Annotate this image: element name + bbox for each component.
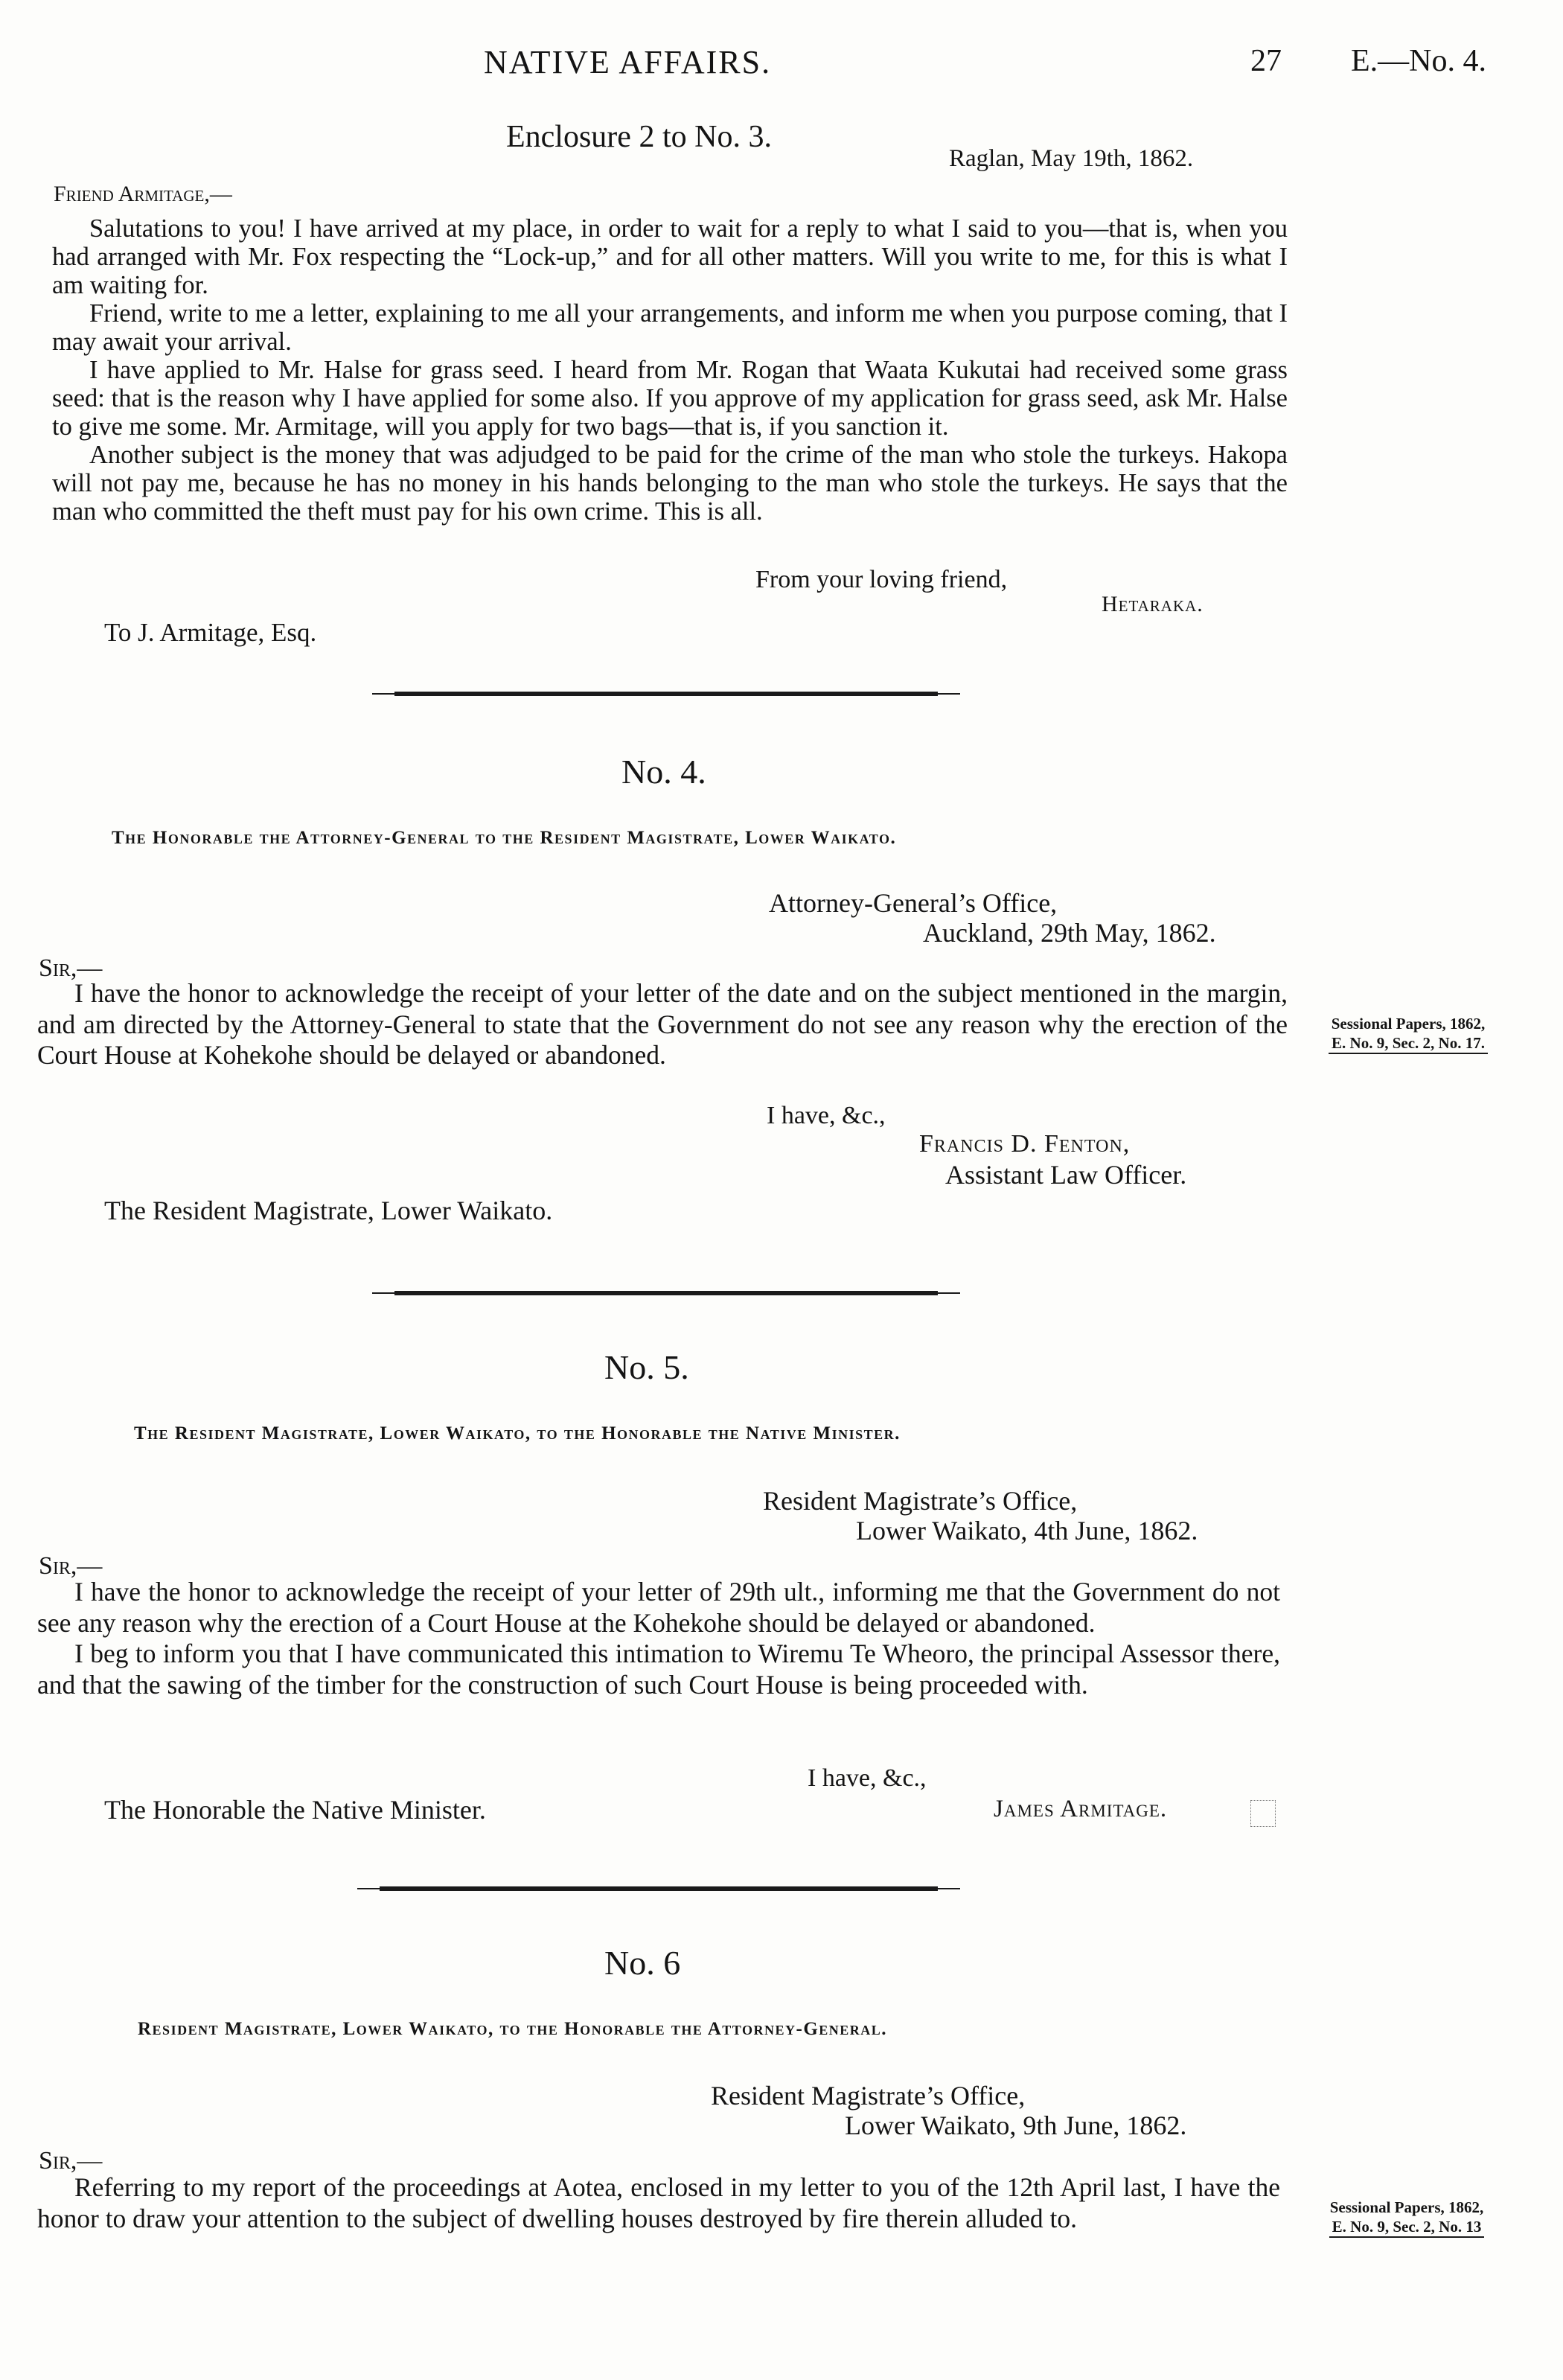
- enclosure-paragraph-3: I have applied to Mr. Halse for grass seed. I heard from Mr. Rogan that Waata Kukutai had received some grass seed: that is the reason why I have applied for some also. If you approve of my application for grass seed, ask Mr. Halse to give me some. Mr. Armitage, will you apply for two bags—that is, if you sanction it.: [52, 356, 1288, 441]
- no6-salutation: Sir,—: [39, 2147, 103, 2175]
- no4-closing: I have, &c.,: [767, 1102, 886, 1129]
- no4-heading: The Honorable the Attorney-General to the Resident Magistrate, Lower Waikato.: [112, 828, 897, 848]
- no6-paragraph: Referring to my report of the proceedings at Aotea, enclosed in my letter to you of the 12th April last, I have the honor to draw your attention to the subject of dwelling houses destroyed by fire therein alluded to.: [37, 2172, 1280, 2233]
- enclosure-title: Enclosure 2 to No. 3.: [506, 120, 772, 154]
- section-divider: [394, 1291, 938, 1295]
- section-divider: [380, 1886, 938, 1891]
- running-header-title: NATIVE AFFAIRS.: [484, 44, 772, 80]
- no6-office: Resident Magistrate’s Office,: [711, 2081, 1026, 2111]
- no5-paragraph-1: I have the honor to acknowledge the receipt of your letter of 29th ult., informing me that the Government do not see any reason why the erection of a Court House at the Kohekohe should be delayed or abandoned.: [37, 1577, 1280, 1638]
- enclosure-addressee: To J. Armitage, Esq.: [104, 618, 317, 647]
- no4-addressee: The Resident Magistrate, Lower Waikato.: [104, 1196, 553, 1225]
- no6-heading: Resident Magistrate, Lower Waikato, to the Honorable the Attorney-General.: [138, 2019, 888, 2039]
- enclosure-paragraph-4: Another subject is the money that was adjudged to be paid for the crime of the man who stole the turkeys. Hakopa will not pay me, because he has no money in his hands belonging to the man who stole the turkeys. He says that the man who committed the theft must pay for his own crime. This is all.: [52, 441, 1288, 526]
- stamp-mark: [1250, 1800, 1276, 1827]
- no4-office: Attorney-General’s Office,: [769, 888, 1058, 918]
- no5-heading: The Resident Magistrate, Lower Waikato, to the Honorable the Native Minister.: [134, 1423, 901, 1443]
- no5-signature: James Armitage.: [994, 1796, 1168, 1822]
- no6-number: No. 6: [604, 1944, 681, 1982]
- enclosure-closing: From your loving friend,: [755, 566, 1008, 593]
- no5-salutation: Sir,—: [39, 1552, 103, 1580]
- no5-paragraph-2: I beg to inform you that I have communicated this intimation to Wiremu Te Wheoro, the principal Assessor there, and that the sawing of the timber for the construction of such Court House is being proceeded with.: [37, 1639, 1280, 1700]
- series-number: E.—No. 4.: [1351, 44, 1486, 78]
- enclosure-paragraph-2: Friend, write to me a letter, explaining to me all your arrangements, and inform me when you purpose coming, that I may await your arrival.: [52, 299, 1288, 356]
- no5-number: No. 5.: [604, 1348, 689, 1386]
- no6-body: [37, 2172, 1280, 2234]
- no6-place-date: Lower Waikato, 9th June, 1862.: [845, 2111, 1187, 2140]
- no4-salutation: Sir,—: [39, 954, 103, 982]
- enclosure-paragraph-1: Salutations to you! I have arrived at my place, in order to wait for a reply to what I said to you—that is, when you had arranged with Mr. Fox respecting the “Lock-up,” and for all other matters. Will you write to me, for this is what I am waiting for.: [52, 214, 1288, 299]
- enclosure-place-date: Raglan, May 19th, 1862.: [949, 145, 1194, 172]
- no4-number: No. 4.: [621, 753, 706, 791]
- no5-body: [37, 1577, 1280, 1700]
- no5-closing: I have, &c.,: [808, 1764, 927, 1792]
- page-number: 27: [1250, 44, 1282, 78]
- no5-addressee: The Honorable the Native Minister.: [104, 1795, 486, 1825]
- no6-margin-note: [1291, 2198, 1522, 2238]
- no6-margin-note-line1: Sessional Papers, 1862,: [1329, 2198, 1484, 2216]
- no4-paragraph: I have the honor to acknowledge the receipt of your letter of the date and on the subject mentioned in the margin, and am directed by the Attorney-General to state that the Government do not see any reason why the erection of the Court House at Kohekohe should be delayed or abandoned.: [37, 978, 1288, 1070]
- no4-signature: Francis D. Fenton,: [919, 1130, 1131, 1158]
- enclosure-salutation: Friend Armitage,—: [54, 182, 232, 206]
- no4-margin-note-line2: E. No. 9, Sec. 2, No. 17.: [1329, 1033, 1488, 1054]
- enclosure-signature: Hetaraka.: [1102, 592, 1204, 616]
- no4-signature-title: Assistant Law Officer.: [945, 1160, 1187, 1190]
- no4-margin-note: [1297, 1014, 1520, 1054]
- no4-margin-note-line1: Sessional Papers, 1862,: [1331, 1015, 1486, 1033]
- no5-place-date: Lower Waikato, 4th June, 1862.: [856, 1516, 1198, 1545]
- no4-place-date: Auckland, 29th May, 1862.: [923, 918, 1216, 948]
- no4-body: [37, 978, 1288, 1071]
- section-divider: [394, 692, 938, 696]
- no6-margin-note-line2: E. No. 9, Sec. 2, No. 13: [1329, 2217, 1485, 2238]
- enclosure-body: [52, 214, 1288, 526]
- no5-office: Resident Magistrate’s Office,: [763, 1486, 1078, 1516]
